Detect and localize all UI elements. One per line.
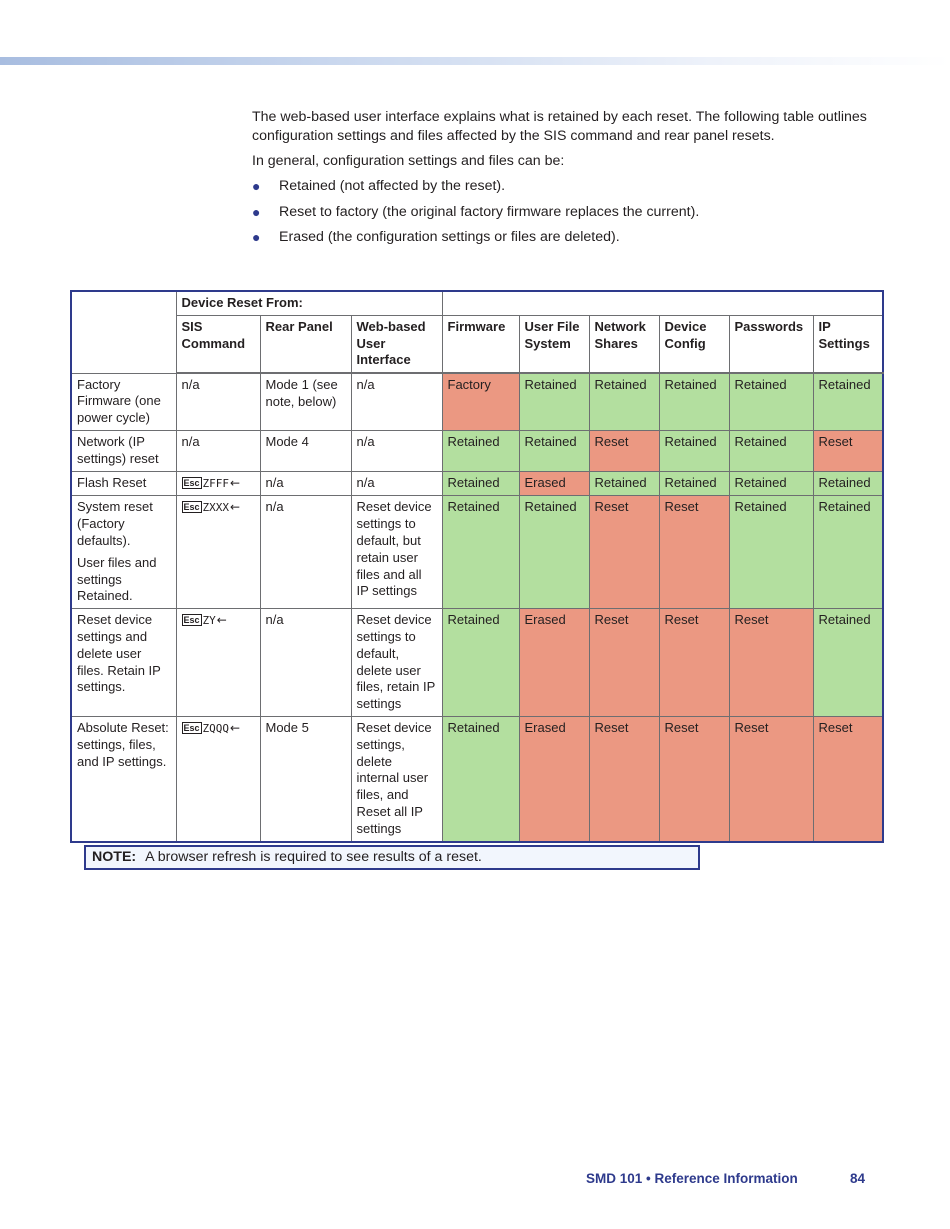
status-cell: Erased bbox=[519, 717, 589, 842]
table-corner-cell bbox=[71, 291, 176, 373]
rear-panel-cell: n/a bbox=[260, 609, 351, 717]
rear-panel-cell: Mode 5 bbox=[260, 717, 351, 842]
table-row bbox=[71, 717, 883, 842]
group-header-blank bbox=[442, 291, 883, 315]
status-cell: Retained bbox=[729, 373, 813, 430]
status-cell: Retained bbox=[519, 431, 589, 472]
status-cell: Retained bbox=[442, 496, 519, 609]
status-cell: Reset bbox=[659, 496, 729, 609]
rear-panel-cell: n/a bbox=[260, 496, 351, 609]
list-item: ● Reset to factory (the original factory firmware replaces the current). bbox=[252, 203, 700, 220]
esc-key-icon: Esc bbox=[183, 723, 200, 734]
column-header: Rear Panel bbox=[260, 315, 351, 373]
status-cell: Retained bbox=[659, 431, 729, 472]
web-ui-cell: n/a bbox=[351, 373, 442, 430]
web-ui-cell: Reset device settings, delete internal user files, and Reset all IP settings bbox=[351, 717, 442, 842]
esc-key-icon: Esc bbox=[183, 502, 200, 513]
column-header: Network Shares bbox=[589, 315, 659, 373]
sis-command-cell bbox=[176, 496, 260, 609]
intro-paragraph-2: In general, configuration settings and files can be: bbox=[252, 153, 565, 169]
status-cell: Retained bbox=[589, 373, 659, 430]
rear-panel-cell: Mode 4 bbox=[260, 431, 351, 472]
column-header: Firmware bbox=[442, 315, 519, 373]
status-cell: Reset bbox=[813, 717, 883, 842]
note-box bbox=[84, 845, 700, 870]
status-cell: Retained bbox=[729, 471, 813, 496]
reset-table bbox=[70, 290, 884, 843]
status-cell: Retained bbox=[519, 496, 589, 609]
sis-command-text: ZFFF bbox=[202, 476, 230, 490]
status-cell: Retained bbox=[813, 373, 883, 430]
sis-command-text: ZXXX bbox=[202, 501, 230, 515]
table-row bbox=[71, 431, 883, 472]
column-header: Passwords bbox=[729, 315, 813, 373]
column-header: IP Settings bbox=[813, 315, 883, 373]
esc-key-icon: Esc bbox=[183, 615, 200, 626]
status-cell: Reset bbox=[589, 496, 659, 609]
status-cell: Retained bbox=[442, 431, 519, 472]
row-label: Network (IP settings) reset bbox=[71, 431, 176, 472]
row-label: System reset (Factory defaults). User files and settings Retained. bbox=[71, 496, 176, 609]
status-cell: Erased bbox=[519, 471, 589, 496]
note-text: A browser refresh is required to see results of a reset. bbox=[145, 849, 482, 865]
web-ui-cell: Reset device settings to default, delete user files, retain IP settings bbox=[351, 609, 442, 717]
status-cell: Erased bbox=[519, 609, 589, 717]
status-cell: Reset bbox=[659, 717, 729, 842]
status-cell: Reset bbox=[589, 609, 659, 717]
status-cell: Retained bbox=[813, 471, 883, 496]
status-cell: Retained bbox=[589, 471, 659, 496]
status-cell: Reset bbox=[729, 717, 813, 842]
status-cell: Retained bbox=[442, 717, 519, 842]
status-cell: Retained bbox=[813, 496, 883, 609]
status-cell: Reset bbox=[729, 609, 813, 717]
table-row bbox=[71, 496, 883, 609]
sis-command-text: ZY bbox=[202, 614, 216, 628]
row-label: Reset device settings and delete user files. Retain IP settings. bbox=[71, 609, 176, 717]
row-label: Factory Firmware (one power cycle) bbox=[71, 373, 176, 430]
column-header: SIS Command bbox=[176, 315, 260, 373]
header-band bbox=[0, 57, 950, 65]
rear-panel-cell: n/a bbox=[260, 471, 351, 496]
sis-command-cell: n/a bbox=[176, 431, 260, 472]
intro-paragraph-1: The web-based user interface explains what is retained by each reset. The following table outlines configuration settings and files affected by the SIS command and rear panel resets. bbox=[252, 109, 867, 144]
status-cell: Retained bbox=[813, 609, 883, 717]
row-label: Flash Reset bbox=[71, 471, 176, 496]
status-cell: Reset bbox=[659, 609, 729, 717]
group-header: Device Reset From: bbox=[176, 291, 442, 315]
column-header: Device Config bbox=[659, 315, 729, 373]
enter-arrow-icon: ← bbox=[230, 721, 241, 736]
status-cell: Retained bbox=[519, 373, 589, 430]
status-cell: Reset bbox=[589, 717, 659, 842]
rear-panel-cell: Mode 1 (see note, below) bbox=[260, 373, 351, 430]
web-ui-cell: n/a bbox=[351, 471, 442, 496]
web-ui-cell: Reset device settings to default, but retain user files and all IP settings bbox=[351, 496, 442, 609]
bullet-dot-icon: ● bbox=[252, 203, 261, 220]
intro-section bbox=[252, 108, 892, 254]
status-cell: Factory bbox=[442, 373, 519, 430]
status-cell: Retained bbox=[442, 609, 519, 717]
esc-key-icon: Esc bbox=[183, 477, 200, 488]
sis-command-cell bbox=[176, 717, 260, 842]
table-row bbox=[71, 373, 883, 430]
status-cell: Retained bbox=[729, 431, 813, 472]
column-header: User File System bbox=[519, 315, 589, 373]
bullet-dot-icon: ● bbox=[252, 178, 261, 194]
status-cell: Retained bbox=[659, 373, 729, 430]
bullet-dot-icon: ● bbox=[252, 229, 261, 245]
table-row bbox=[71, 609, 883, 717]
enter-arrow-icon: ← bbox=[230, 475, 241, 490]
footer-title: SMD 101 • Reference Information bbox=[586, 1171, 798, 1186]
page-number: 84 bbox=[850, 1171, 866, 1186]
status-cell: Retained bbox=[659, 471, 729, 496]
sis-command-cell bbox=[176, 609, 260, 717]
sis-command-text: ZQQQ bbox=[202, 722, 230, 736]
list-item: ● Retained (not affected by the reset). bbox=[252, 178, 506, 194]
note-label: NOTE: bbox=[92, 849, 137, 865]
status-cell: Retained bbox=[729, 496, 813, 609]
enter-arrow-icon: ← bbox=[230, 500, 241, 515]
table-row bbox=[71, 471, 883, 496]
sis-command-cell bbox=[176, 471, 260, 496]
reset-outcome-list bbox=[252, 177, 892, 247]
sis-command-cell: n/a bbox=[176, 373, 260, 430]
enter-arrow-icon: ← bbox=[216, 613, 227, 628]
column-header: Web-based User Interface bbox=[351, 315, 442, 373]
status-cell: Retained bbox=[442, 471, 519, 496]
list-item: ● Erased (the configuration settings or files are deleted). bbox=[252, 229, 620, 245]
table-body bbox=[71, 373, 883, 841]
row-label: Absolute Reset: settings, files, and IP settings. bbox=[71, 717, 176, 842]
web-ui-cell: n/a bbox=[351, 431, 442, 472]
status-cell: Reset bbox=[589, 431, 659, 472]
status-cell: Reset bbox=[813, 431, 883, 472]
